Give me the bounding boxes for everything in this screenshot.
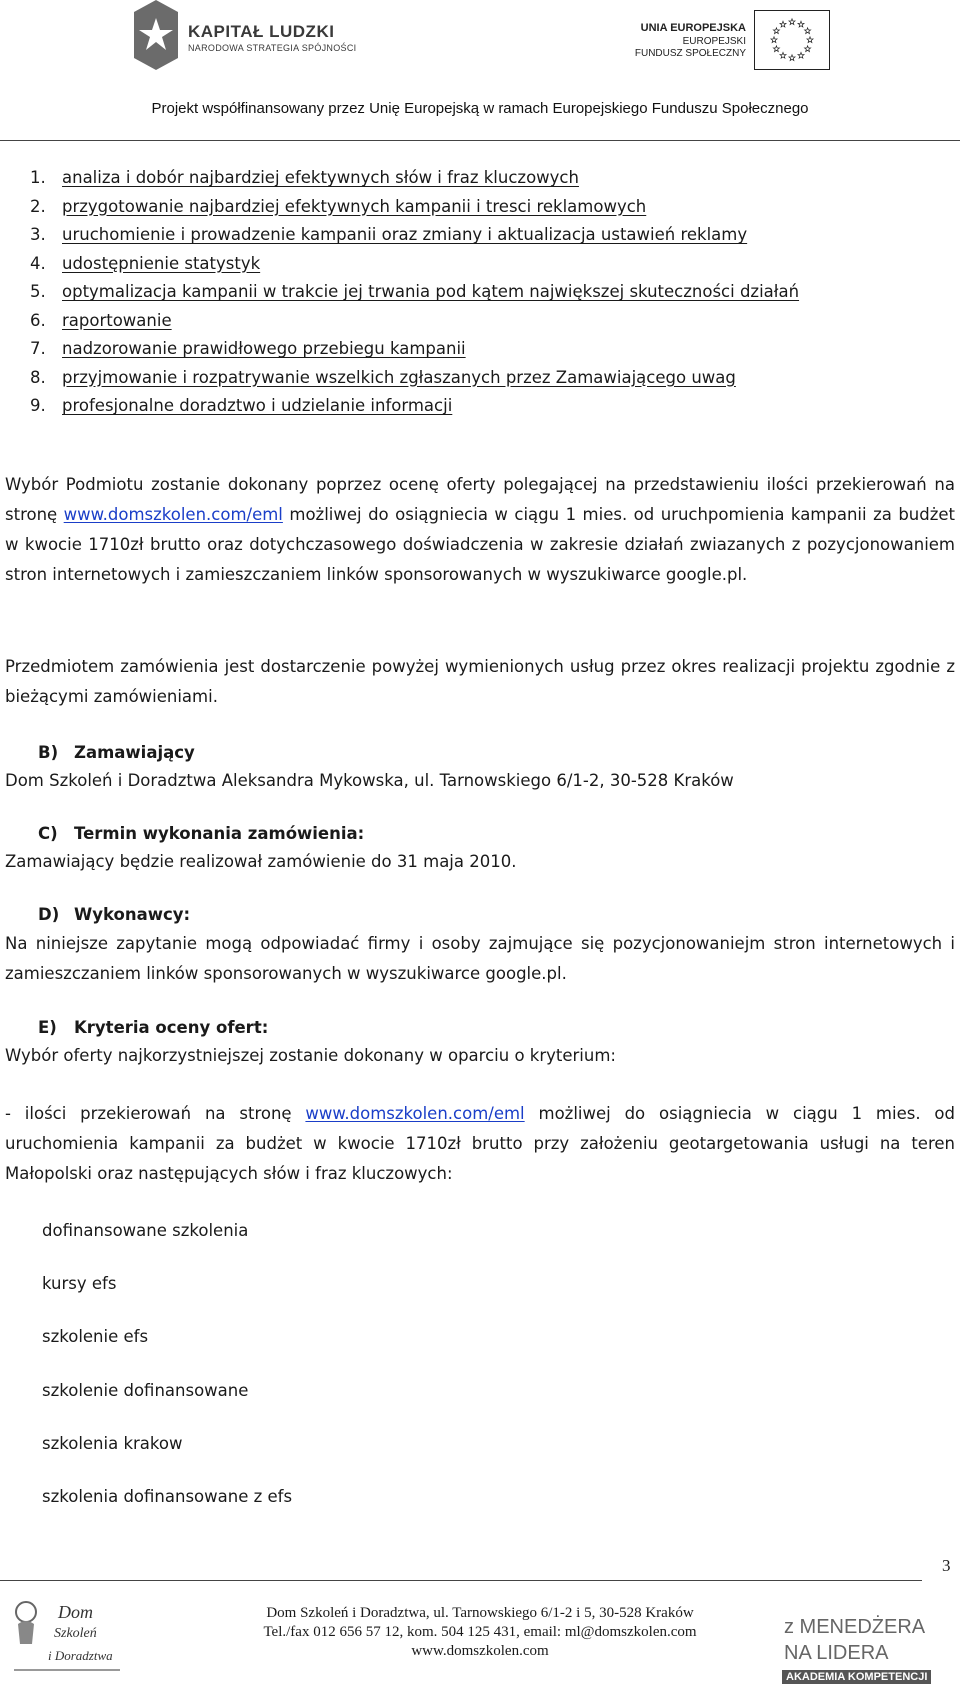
selection-text-end: możliwej do osiągniecia w ciągu 1 mies. od uruchpomienia kampanii za budżet w kwocie 1710zł brutto oraz dotychczasowego doświadczenia w zakresie działań zwiazanych z pozycjonowaniem stron internetowych i zamieszczaniem linków sponsorowanych w wyszukiwarce google.pl. (5, 505, 956, 584)
list-item (12, 221, 799, 250)
eu-logo-line3: FUNDUSZ SPOŁECZNY (634, 48, 746, 59)
criterion-paragraph (5, 1099, 955, 1189)
list-item-text: raportowanie (62, 310, 172, 330)
page-number: 3 (942, 1556, 951, 1575)
subject-paragraph: Przedmiotem zamówienia jest dostarczenie powyżej wymienionych usług przez okres realizacji projektu zgodnie z bieżącymi zamówieniami. (5, 657, 955, 706)
domszkolen-link[interactable]: www.domszkolen.com/eml (63, 505, 283, 524)
menedzer-logo-line1: z MENEDŻERA (784, 1616, 926, 1638)
list-item (12, 278, 799, 307)
kapital-ludzki-logo (128, 0, 357, 72)
dom-szkolen-logo-line1: Dom (58, 1602, 93, 1622)
list-item-number: 6. (30, 310, 46, 330)
footer-phone-email: Tel./fax 012 656 57 12, kom. 504 125 431, email: ml@domszkolen.com (263, 1624, 697, 1640)
kapital-ludzki-subtitle: NARODOWA STRATEGIA SPÓJNOŚCI (188, 43, 357, 53)
list-item (12, 307, 799, 336)
list-item (12, 164, 799, 193)
section-d-letter: D) (38, 905, 60, 924)
eu-star-icon (773, 46, 779, 52)
list-item-number: 7. (30, 339, 46, 358)
list-item-number: 1. (30, 168, 46, 187)
list-item-text: przygotowanie najbardziej efektywnych kampanii i tresci reklamowych (62, 196, 647, 216)
selection-paragraph (5, 470, 955, 590)
section-b-heading (38, 743, 195, 762)
list-item-text: uruchomienie i prowadzenie kampanii oraz zmiany i aktualizacja ustawień reklamy (62, 225, 748, 244)
menedzer-logo-line3: AKADEMIA KOMPETENCJI (782, 1670, 931, 1684)
cofinancing-note: Projekt współfinansowany przez Unię Europejską w ramach Europejskiego Funduszu Społecznego (151, 100, 809, 117)
eu-star-icon (805, 46, 811, 52)
keyword-item: kursy efs (42, 1274, 117, 1293)
list-item (12, 193, 799, 222)
list-item (12, 335, 799, 364)
list-item-text: przyjmowanie i rozpatrywanie wszelkich zgłaszanych przez Zamawiającego uwag (62, 367, 736, 387)
section-c-title: Termin wykonania zamówienia: (74, 824, 365, 843)
list-item-text: optymalizacja kampanii w trakcie jej trwania pod kątem największej skuteczności działań (62, 282, 800, 301)
keyword-item: szkolenie efs (42, 1327, 149, 1346)
section-d-title: Wykonawcy: (74, 905, 191, 924)
section-e-title: Kryteria oceny ofert: (74, 1018, 269, 1037)
list-item-number: 5. (30, 282, 46, 301)
menedzer-lider-logo (778, 1612, 958, 1684)
list-item (12, 392, 799, 421)
footer-address: Dom Szkoleń i Doradztwa, ul. Tarnowskiego 6/1-2 i 5, 30-528 Kraków (266, 1605, 694, 1621)
domszkolen-link[interactable]: www.domszkolen.com/eml (305, 1104, 525, 1123)
eu-star-icon (798, 21, 804, 27)
dom-szkolen-logo-line3: i Doradztwa (48, 1648, 113, 1663)
criterion-text-start: - ilości przekierowań na stronę (5, 1104, 306, 1123)
criterion-text-end: możliwej do osiągniecia w ciągu 1 mies. od uruchomienia kampanii za budżet w kwocie 1710zł brutto przy założeniu geotargetowania usługi na teren Małopolski oraz następujących słów i fraz kluczowych: (5, 1104, 955, 1183)
menedzer-logo-line2: NA LIDERA (784, 1642, 889, 1664)
eu-star-icon (789, 19, 795, 25)
list-item-number: 2. (30, 196, 46, 216)
list-item (12, 250, 799, 279)
kapital-ludzki-emblem-icon (128, 0, 184, 70)
section-b-title: Zamawiający (74, 743, 195, 762)
keyword-item: szkolenia dofinansowane z efs (42, 1487, 293, 1506)
list-item-text: profesjonalne doradztwo i udzielanie informacji (62, 396, 453, 415)
footer-divider (0, 1580, 922, 1581)
eu-star-icon (805, 28, 811, 34)
section-b-letter: B) (38, 743, 59, 762)
task-list (12, 164, 799, 421)
eu-star-icon (780, 21, 786, 27)
eu-star-icon (771, 37, 777, 43)
footer-website: www.domszkolen.com (411, 1643, 549, 1659)
section-e-heading (38, 1018, 268, 1037)
eu-logo-line2: EUROPEJSKI (682, 36, 746, 47)
section-d-text: Na niniejsze zapytanie mogą odpowiadać firmy i osoby zajmujące się pozycjonowaniejm stron internetowych i zamieszczaniem linków sponsorowanych w wyszukiwarce google.pl. (5, 934, 955, 983)
eu-star-icon (789, 55, 795, 61)
list-item-number: 3. (30, 225, 46, 244)
kapital-ludzki-title: KAPITAŁ LUDZKI (188, 22, 335, 41)
eu-star-icon (773, 28, 779, 34)
eu-logo-line1: UNIA EUROPEJSKA (640, 22, 746, 34)
keyword-item: szkolenie dofinansowane (42, 1381, 249, 1400)
selection-text-start: Wybór Podmiotu zostanie dokonany poprzez ocenę oferty polegającej na przedstawieniu ilości przekierowań na stronę (5, 475, 955, 524)
list-item (12, 364, 799, 393)
list-item-text: udostępnienie statystyk (62, 253, 261, 273)
list-item-number: 9. (30, 396, 46, 415)
section-c-heading (38, 824, 364, 843)
section-e-letter: E) (38, 1018, 57, 1037)
section-e-text: Wybór oferty najkorzystniejszej zostanie dokonany w oparciu o kryterium: (5, 1046, 616, 1065)
list-item-number: 8. (30, 367, 46, 387)
keyword-item: dofinansowane szkolenia (42, 1221, 249, 1240)
eu-flag-icon (754, 10, 830, 70)
eu-star-icon (780, 52, 786, 58)
eu-logo (606, 4, 846, 76)
list-item-number: 4. (30, 253, 46, 273)
section-c-letter: C) (38, 824, 58, 843)
list-item-text: analiza i dobór najbardziej efektywnych słów i fraz kluczowych (62, 168, 579, 187)
section-d-heading (38, 905, 190, 924)
eu-star-icon (807, 37, 813, 43)
section-b-text: Dom Szkoleń i Doradztwa Aleksandra Mykowska, ul. Tarnowskiego 6/1-2, 30-528 Kraków (5, 771, 734, 790)
header-divider (0, 140, 960, 141)
keyword-item: szkolenia krakow (42, 1434, 183, 1453)
section-c-text: Zamawiający będzie realizował zamówienie do 31 maja 2010. (5, 852, 517, 871)
eu-star-icon (798, 52, 804, 58)
list-item-text: nadzorowanie prawidłowego przebiegu kampanii (62, 339, 466, 358)
dom-szkolen-logo-line2: Szkoleń (54, 1626, 97, 1641)
